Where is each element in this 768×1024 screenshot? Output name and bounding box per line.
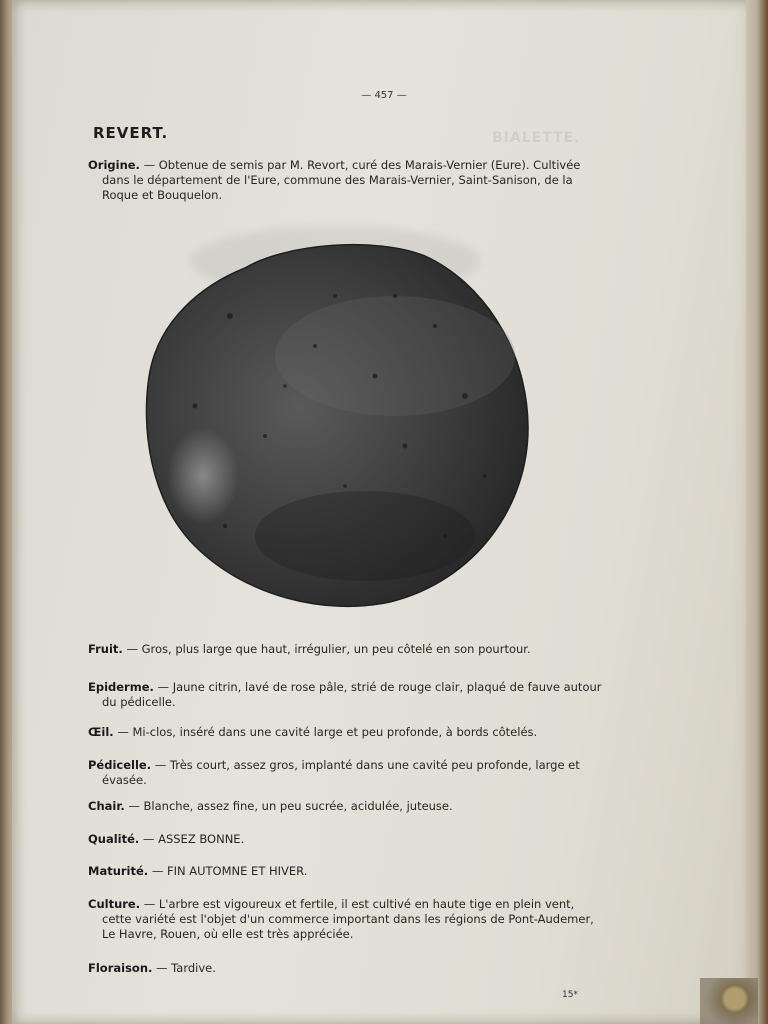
entry-label: Culture. [88, 897, 141, 911]
entry-label: Fruit. [88, 642, 123, 656]
entry-label: Floraison. [88, 961, 153, 975]
entry-pedicelle [88, 758, 602, 788]
entry-text: — Jaune citrin, lavé de rose pâle, strié de rouge clair, plaqué de fauve autour du pédicelle. [102, 680, 602, 709]
entry-text: — Tardive. [152, 961, 216, 975]
entry-label: Origine. [88, 158, 140, 172]
entry-maturite [88, 864, 602, 879]
corner-photo-artifact [700, 978, 758, 1024]
entry-text: — L'arbre est vigoureux et fertile, il est cultivé en haute tige en plein vent, cette variété est l'objet d'un commerce important dans les régions de Pont-Audemer, Le Havre, Rouen, où elle est très appréciée. [102, 897, 594, 941]
entry-label: Qualité. [88, 832, 140, 846]
entry-culture [88, 897, 602, 942]
entry-oeil [88, 725, 602, 740]
entry-floraison [88, 961, 602, 976]
folio-signature: 15* [562, 990, 578, 1000]
page-number: — 457 — [361, 90, 407, 101]
entry-label: Maturité. [88, 864, 149, 878]
bleed-through-title: BIALETTE. [492, 130, 581, 146]
entry-qualite [88, 832, 602, 847]
page-stack-edge [746, 0, 768, 1024]
entry-label: Œil. [88, 725, 114, 739]
entry-text: — Obtenue de semis par M. Revort, curé des Marais-Vernier (Eure). Cultivée dans le département de l'Eure, commune des Marais-Vernier, Saint-Sanison, de la Roque et Bouquelon. [102, 158, 581, 202]
entry-epiderme [88, 680, 602, 710]
entry-text: — Très court, assez gros, implanté dans une cavité peu profonde, large et évasée. [102, 758, 580, 787]
entry-chair [88, 799, 602, 814]
entry-origine [88, 158, 602, 203]
page-title: REVERT. [93, 124, 169, 142]
entry-text: — Mi-clos, inséré dans une cavité large et peu profonde, à bords côtelés. [113, 725, 538, 739]
apple-highlight [167, 428, 239, 524]
entry-label: Epiderme. [88, 680, 154, 694]
entry-fruit [88, 642, 602, 657]
entry-text: — FIN AUTOMNE ET HIVER. [148, 864, 308, 878]
entry-label: Pédicelle. [88, 758, 152, 772]
entry-text: — Blanche, assez fine, un peu sucrée, acidulée, juteuse. [124, 799, 453, 813]
entry-text: — Gros, plus large que haut, irrégulier, un peu côtelé en son pourtour. [122, 642, 531, 656]
entry-label: Chair. [88, 799, 125, 813]
entry-text: — ASSEZ BONNE. [139, 832, 245, 846]
apple-illustration [135, 236, 535, 611]
